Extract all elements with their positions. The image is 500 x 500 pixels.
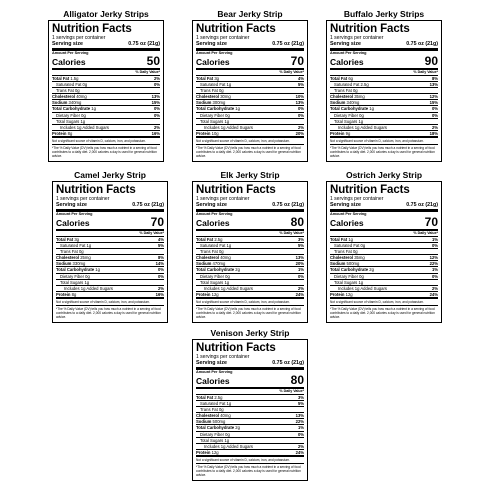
calories-value: 80 [290,373,304,387]
dietary-fiber-row: Dietary Fiber 0g 0% [196,432,304,438]
servings-per-container: 1 servings per container [196,196,250,202]
total-fat-row: Total Fat 2.5g 3% [196,395,304,400]
cholesterol-row: Cholesterol 40mg 13% [52,94,160,100]
calories-label: Calories [196,218,230,228]
daily-value-heading: % Daily Value* [56,231,164,237]
servings-per-container: 1 servings per container [196,354,250,360]
saturated-fat-row: Saturated Fat 0g 0% [52,82,160,88]
total-carb-row: Total Carbohydrate 2g 1% [196,425,304,431]
calories-label: Calories [52,57,86,67]
cholesterol-row: Cholesterol 25mg 8% [56,255,164,261]
vitamin-note: Not a significant source of vitamin D, calcium, iron, and potassium. [196,138,304,145]
saturated-fat-row: Saturated Fat 1g 5% [196,243,304,249]
serving-size-row [196,41,304,51]
dietary-fiber-row: Dietary Fiber 0g 0% [196,113,304,119]
calories-value: 80 [290,215,304,229]
serving-size-value: 0.75 oz (21g) [406,41,438,47]
label-title: Nutrition Facts [196,342,276,354]
trans-fat-row: Trans Fat 0g [196,407,304,413]
dietary-fiber-row: Dietary Fiber 0g 0% [330,113,438,119]
protein-row: Protein 9g 18% [330,131,438,138]
saturated-fat-row: Saturated Fat 1g 5% [196,401,304,407]
nutrition-label [192,181,308,323]
serving-size-label: Serving size [196,202,227,208]
total-sugars-row: Total Sugars 1g [196,119,304,125]
serving-size-value: 0.75 oz (21g) [272,360,304,366]
product-panel [326,8,442,162]
daily-value-heading: % Daily Value* [196,70,304,76]
daily-value-footnote: *The % Daily Value (DV) tells you how much a nutrient in a serving of food contributes to a daily diet. 2,000 calories a day is used for general nutrition advice. [196,464,301,477]
daily-value-heading: % Daily Value* [52,70,160,76]
serving-size-row [196,202,304,212]
trans-fat-row: Trans Fat 0g [196,88,304,94]
product-panel [48,8,164,162]
calories-label: Calories [330,57,364,67]
total-carb-row: Total Carbohydrate 1g 0% [52,106,160,112]
total-carb-row: Total Carbohydrate 2g 1% [196,267,304,273]
amount-per-serving: Amount Per Serving [196,51,233,55]
trans-fat-row: Trans Fat 0g [330,249,438,255]
calories-label: Calories [56,218,90,228]
product-name: Bear Jerky Strip [217,9,283,19]
protein-row: Protein 8g 16% [52,131,160,138]
product-panel [192,8,308,162]
total-sugars-row: Total Sugars 1g [52,119,160,125]
calories-row [56,217,164,231]
nutrition-label [192,339,308,481]
calories-row [52,56,160,70]
amount-per-serving: Amount Per Serving [196,370,233,374]
product-name: Venison Jerky Strip [210,328,290,338]
cholesterol-row: Cholesterol 40mg 13% [196,413,304,419]
nutrition-label [52,181,168,323]
serving-size-row [196,360,304,370]
total-carb-row: Total Carbohydrate 2g 1% [330,267,438,273]
protein-row: Protein 12g 24% [196,292,304,299]
product-panel [192,169,308,323]
calories-value: 50 [146,54,160,68]
calories-value: 70 [150,215,164,229]
nutrition-label [192,20,308,162]
serving-size-label: Serving size [196,41,227,47]
label-title: Nutrition Facts [196,184,276,196]
label-title: Nutrition Facts [52,23,132,35]
serving-size-row [330,41,438,51]
sodium-row: Sodium 330mg 14% [56,261,164,267]
added-sugars-row: Includes 1g Added Sugars 2% [330,286,438,292]
added-sugars-row: Includes 1g Added Sugars 2% [196,286,304,292]
daily-value-footnote: *The % Daily Value (DV) tells you how much a nutrient in a serving of food contributes to a daily diet. 2,000 calories a day is used for general nutrition advice. [330,145,435,158]
servings-per-container: 1 servings per container [196,35,250,41]
vitamin-note: Not a significant source of vitamin D, calcium, iron, and potassium. [330,299,438,306]
trans-fat-row: Trans Fat 0g [330,88,438,94]
nutrition-label [326,20,442,162]
serving-size-row [330,202,438,212]
trans-fat-row: Trans Fat 0g [56,249,164,255]
serving-size-value: 0.75 oz (21g) [132,202,164,208]
protein-row: Protein 12g 24% [330,292,438,299]
daily-value-footnote: *The % Daily Value (DV) tells you how much a nutrient in a serving of food contributes to a daily diet. 2,000 calories a day is used for general nutrition advice. [330,306,435,319]
total-sugars-row: Total Sugars 1g [330,280,438,286]
serving-size-value: 0.75 oz (21g) [406,202,438,208]
saturated-fat-row: Saturated Fat 1g 5% [196,82,304,88]
amount-per-serving: Amount Per Serving [330,51,367,55]
saturated-fat-row: Saturated Fat 2.5g 13% [330,82,438,88]
serving-size-row [52,41,160,51]
total-fat-row: Total Fat 3g 4% [56,237,164,242]
product-name: Ostrich Jerky Strip [345,170,423,180]
sodium-row: Sodium 500mg 22% [330,261,438,267]
cholesterol-row: Cholesterol 35mg 12% [330,94,438,100]
total-sugars-row: Total Sugars 1g [330,119,438,125]
total-carb-row: Total Carbohydrate 1g 0% [56,267,164,273]
calories-row [330,217,438,231]
servings-per-container: 1 servings per container [52,35,106,41]
protein-row: Protein 12g 24% [196,450,304,457]
amount-per-serving: Amount Per Serving [52,51,89,55]
daily-value-footnote: *The % Daily Value (DV) tells you how much a nutrient in a serving of food contributes to a daily diet. 2,000 calories a day is used for general nutrition advice. [196,145,301,158]
serving-size-label: Serving size [330,41,361,47]
protein-row: Protein 10g 20% [196,131,304,138]
serving-size-label: Serving size [330,202,361,208]
total-sugars-row: Total Sugars 1g [196,438,304,444]
daily-value-heading: % Daily Value* [196,389,304,395]
added-sugars-row: Includes 1g Added Sugars 2% [196,444,304,450]
added-sugars-row: Includes 1g Added Sugars 2% [330,125,438,131]
total-sugars-row: Total Sugars 1g [196,280,304,286]
daily-value-heading: % Daily Value* [330,231,438,237]
calories-row [196,56,304,70]
servings-per-container: 1 servings per container [330,35,384,41]
protein-row: Protein 8g 16% [56,292,164,299]
label-title: Nutrition Facts [196,23,276,35]
calories-value: 70 [290,54,304,68]
vitamin-note: Not a significant source of vitamin D, calcium, iron, and potassium. [196,457,304,464]
vitamin-note: Not a significant source of vitamin D, calcium, iron, and potassium. [56,299,164,306]
product-panel [192,327,308,481]
label-title: Nutrition Facts [330,184,410,196]
total-carb-row: Total Carbohydrate 1g 0% [196,106,304,112]
sodium-row: Sodium 300mg 13% [196,100,304,106]
daily-value-heading: % Daily Value* [330,70,438,76]
total-carb-row: Total Carbohydrate 1g 0% [330,106,438,112]
trans-fat-row: Trans Fat 0g [196,249,304,255]
serving-size-value: 0.75 oz (21g) [272,41,304,47]
saturated-fat-row: Saturated Fat 1g 5% [56,243,164,249]
servings-per-container: 1 servings per container [56,196,110,202]
product-panel [326,169,442,323]
serving-size-label: Serving size [56,202,87,208]
vitamin-note: Not a significant source of vitamin D, calcium, iron, and potassium. [330,138,438,145]
daily-value-footnote: *The % Daily Value (DV) tells you how much a nutrient in a serving of food contributes to a daily diet. 2,000 calories a day is used for general nutrition advice. [52,145,157,158]
sodium-row: Sodium 340mg 15% [52,100,160,106]
cholesterol-row: Cholesterol 30mg 10% [196,94,304,100]
calories-label: Calories [196,57,230,67]
nutrition-label [48,20,164,162]
dietary-fiber-row: Dietary Fiber 0g 0% [196,274,304,280]
label-title: Nutrition Facts [330,23,410,35]
vitamin-note: Not a significant source of vitamin D, calcium, iron, and potassium. [52,138,160,145]
total-fat-row: Total Fat 3g 4% [196,76,304,81]
calories-label: Calories [330,218,364,228]
calories-row [330,56,438,70]
product-name: Buffalo Jerky Strips [343,9,425,19]
calories-row [196,375,304,389]
cholesterol-row: Cholesterol 35mg 12% [330,255,438,261]
cholesterol-row: Cholesterol 40mg 13% [196,255,304,261]
serving-size-label: Serving size [196,360,227,366]
dietary-fiber-row: Dietary Fiber 0g 0% [56,274,164,280]
nutrition-label [326,181,442,323]
calories-value: 90 [424,54,438,68]
added-sugars-row: Includes 1g Added Sugars 2% [52,125,160,131]
label-title: Nutrition Facts [56,184,136,196]
sodium-row: Sodium 340mg 15% [330,100,438,106]
servings-per-container: 1 servings per container [330,196,384,202]
total-fat-row: Total Fat 1.5g 2% [52,76,160,81]
added-sugars-row: Includes 1g Added Sugars 2% [56,286,164,292]
daily-value-footnote: *The % Daily Value (DV) tells you how much a nutrient in a serving of food contributes to a daily diet. 2,000 calories a day is used for general nutrition advice. [56,306,161,319]
sodium-row: Sodium 500mg 22% [196,419,304,425]
saturated-fat-row: Saturated Fat 0g 0% [330,243,438,249]
calories-row [196,217,304,231]
dietary-fiber-row: Dietary Fiber 0g 0% [330,274,438,280]
serving-size-row [56,202,164,212]
total-fat-row: Total Fat 6g 8% [330,76,438,81]
serving-size-label: Serving size [52,41,83,47]
vitamin-note: Not a significant source of vitamin D, calcium, iron, and potassium. [196,299,304,306]
total-fat-row: Total Fat 2.5g 3% [196,237,304,242]
daily-value-footnote: *The % Daily Value (DV) tells you how much a nutrient in a serving of food contributes to a daily diet. 2,000 calories a day is used for general nutrition advice. [196,306,301,319]
sodium-row: Sodium 470mg 20% [196,261,304,267]
product-name: Alligator Jerky Strips [63,9,149,19]
trans-fat-row: Trans Fat 0g [52,88,160,94]
product-name: Camel Jerky Strip [74,170,146,180]
dietary-fiber-row: Dietary Fiber 0g 0% [52,113,160,119]
product-panel [52,169,168,323]
calories-value: 70 [424,215,438,229]
product-name: Elk Jerky Strip [220,170,280,180]
serving-size-value: 0.75 oz (21g) [128,41,160,47]
total-sugars-row: Total Sugars 1g [56,280,164,286]
amount-per-serving: Amount Per Serving [56,212,93,216]
daily-value-heading: % Daily Value* [196,231,304,237]
added-sugars-row: Includes 1g Added Sugars 2% [196,125,304,131]
amount-per-serving: Amount Per Serving [196,212,233,216]
serving-size-value: 0.75 oz (21g) [272,202,304,208]
amount-per-serving: Amount Per Serving [330,212,367,216]
calories-label: Calories [196,376,230,386]
total-fat-row: Total Fat 1g 1% [330,237,438,242]
